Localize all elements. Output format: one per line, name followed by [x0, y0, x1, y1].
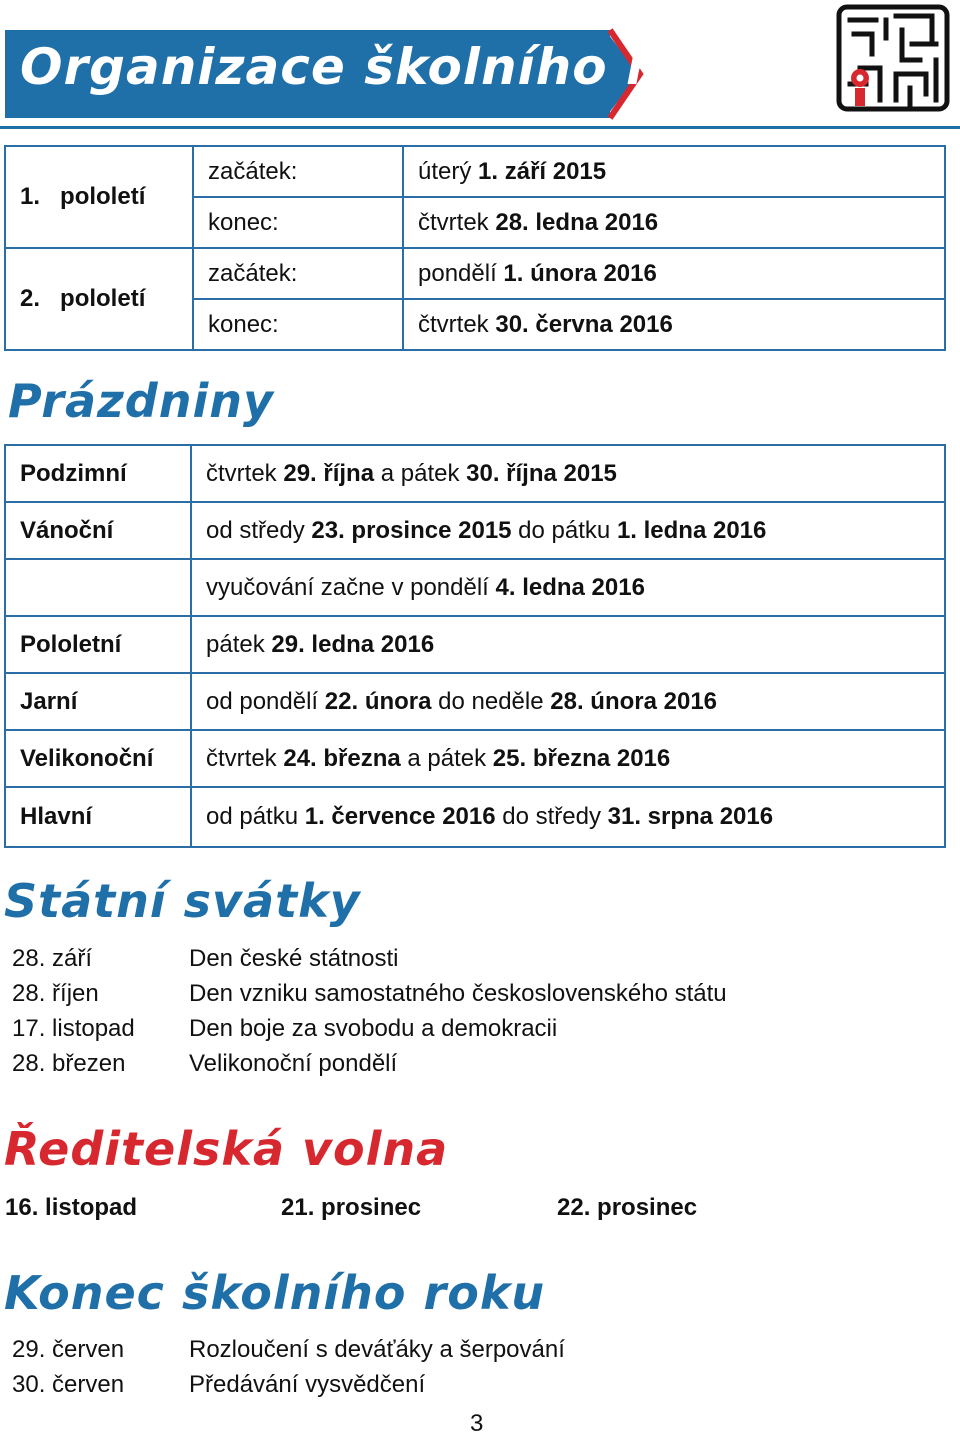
- holiday-name-empty: [5, 559, 191, 616]
- list-item: 28. říjen Den vzniku samostatného československého státu: [12, 980, 727, 1007]
- table-row: [5, 445, 945, 502]
- holiday-dates: od pátku 1. července 2016 do středy 31. srpna 2016: [191, 787, 945, 847]
- holiday-name: Velikonoční: [5, 730, 191, 787]
- holidays-heading: Prázdniny: [8, 374, 274, 428]
- table-row: [5, 673, 945, 730]
- list-item: 22. prosinec: [557, 1194, 698, 1221]
- end-value: čtvrtek 28. ledna 2016: [403, 197, 945, 248]
- holiday-name: Vánoční: [5, 502, 191, 559]
- table-row: [5, 248, 945, 299]
- semester-1-label: 1. pololetí: [5, 146, 193, 248]
- holiday-note: vyučování začne v pondělí 4. ledna 2016: [191, 559, 945, 616]
- page-number: 3: [470, 1410, 484, 1437]
- state-holidays-list: [12, 941, 727, 1081]
- table-row: [5, 559, 945, 616]
- start-label: začátek:: [193, 146, 403, 197]
- start-value: úterý 1. září 2015: [403, 146, 945, 197]
- holiday-name: Hlavní: [5, 787, 191, 847]
- end-label: konec:: [193, 299, 403, 350]
- holiday-dates: od pondělí 22. února do neděle 28. února 2016: [191, 673, 945, 730]
- semester-table: [4, 145, 946, 351]
- list-item: 16. listopad: [5, 1194, 138, 1221]
- holiday-dates: čtvrtek 24. března a pátek 25. března 2016: [191, 730, 945, 787]
- table-row: [5, 146, 945, 197]
- table-row: [5, 502, 945, 559]
- holiday-name: Pololetní: [5, 616, 191, 673]
- header-divider: [0, 126, 960, 129]
- list-item: 28. březen Velikonoční pondělí: [12, 1050, 398, 1077]
- end-value: čtvrtek 30. června 2016: [403, 299, 945, 350]
- table-row: [5, 730, 945, 787]
- state-holidays-heading: Státní svátky: [4, 874, 361, 928]
- table-row: [5, 616, 945, 673]
- holidays-table: [4, 444, 946, 848]
- holiday-dates: pátek 29. ledna 2016: [191, 616, 945, 673]
- year-end-heading: Konec školního roku: [4, 1266, 546, 1320]
- holiday-dates: čtvrtek 29. října a pátek 30. října 2015: [191, 445, 945, 502]
- director-days-heading: Ředitelská volna: [4, 1122, 449, 1176]
- holiday-name: Podzimní: [5, 445, 191, 502]
- end-label: konec:: [193, 197, 403, 248]
- director-days-list: [5, 1194, 697, 1222]
- list-item: 30. červen Předávání vysvědčení: [12, 1371, 426, 1398]
- start-label: začátek:: [193, 248, 403, 299]
- holiday-name: Jarní: [5, 673, 191, 730]
- list-item: 29. červen Rozloučení s deváťáky a šerpování: [12, 1336, 565, 1363]
- list-item: 17. listopad Den boje za svobodu a demokracii: [12, 1015, 558, 1042]
- semester-2-label: 2. pololetí: [5, 248, 193, 350]
- year-end-list: [12, 1332, 565, 1402]
- holiday-dates: od středy 23. prosince 2015 do pátku 1. ledna 2016: [191, 502, 945, 559]
- table-row: [5, 787, 945, 847]
- list-item: 28. září Den české státnosti: [12, 945, 399, 972]
- maze-logo-icon: [836, 4, 950, 112]
- list-item: 21. prosinec: [281, 1194, 422, 1221]
- start-value: pondělí 1. února 2016: [403, 248, 945, 299]
- page-title: Organizace školního roku: [20, 38, 758, 96]
